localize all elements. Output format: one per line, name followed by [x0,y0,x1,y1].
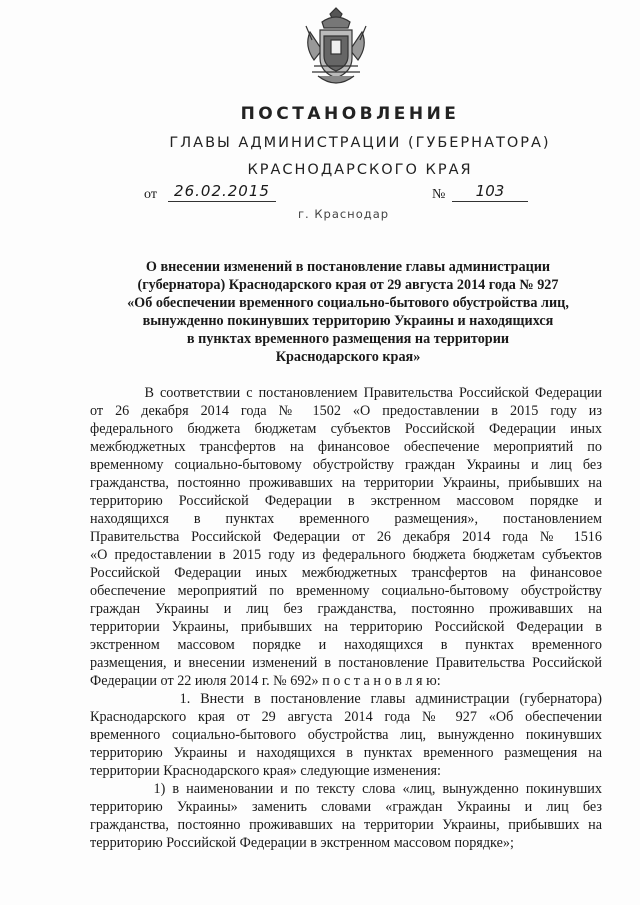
body-text-line: федерального бюджета бюджетам субъектов Российской Федерации иных [90,421,602,437]
resolution-body [90,384,602,852]
body-text-line: Правительства Российской Федерации от 26 декабря 2014 года № 1516 [90,529,602,545]
body-text-line: Краснодарского края от 29 августа 2014 года № 927 «Об обеспечении [90,709,602,725]
body-text-line: экстренном массовом порядке и находящихся в пунктах временного [90,637,602,653]
body-text-line: временного социально-бытового обустройства лиц, вынужденно покинувших [90,727,602,743]
body-text-line: территорию Украины» заменить словами «граждан Украины и лиц без [90,799,602,815]
body-text-line: граждан Украины и лиц без гражданства, постоянно проживавших на [90,601,602,617]
body-text-line: находящихся в пунктах временного размещения», постановлением [90,511,602,527]
title-line: Краснодарского края» [275,349,421,365]
body-text-line: территорию Российской Федерации в экстренном массовом порядке и [90,493,602,509]
title-line: «Об обеспечении временного социально-бытового обустройства лиц, [127,295,569,311]
number-label: № [432,187,446,202]
title-line: О внесении изменений в постановление главы администрации [145,259,551,275]
body-text-line: «О предоставлении в 2015 году из федерального бюджета бюджетам субъектов [90,547,602,563]
document-number: 103 [452,181,528,202]
issuer-heading-line-2: КРАСНОДАРСКОГО КРАЯ [247,162,473,178]
document-type-heading: ПОСТАНОВЛЕНИЕ [240,104,460,124]
title-line: в пунктах временного размещения на территории [186,331,510,347]
title-line: вынужденно покинувших территорию Украины и находящихся [142,313,554,329]
date-label: от [144,187,157,202]
krasnodar-coat-of-arms-emblem [300,6,372,92]
resolution-title [100,258,596,366]
body-text-line: межбюджетных трансфертов на финансовое обеспечение мероприятий по [90,439,602,455]
body-text-line: размещения, и внесении изменений в постановление Правительства Российской [90,655,602,671]
issuer-heading-line-1: ГЛАВЫ АДМИНИСТРАЦИИ (ГУБЕРНАТОРА) [169,135,551,151]
body-text-line: временному социально-бытовому обустройству граждан Украины и лиц без [90,457,602,473]
body-text-line: обеспечение мероприятий по временному социально-бытовому обустройству [90,583,602,599]
body-text-line: гражданства, постоянно проживавших на территории Украины, прибывших на [90,817,602,833]
body-text-line: от 26 декабря 2014 года № 1502 «О предоставлении в 2015 году из [90,403,602,419]
body-text-line: территории Украины, прибывших на территорию Российской Федерации в [90,619,602,635]
body-text-line: территорию Российской Федерации в экстренном массовом порядке»; [90,835,514,851]
body-text-line: территорию Украины и находящихся в пунктах временного размещения на [90,745,602,761]
document-date: 26.02.2015 [168,181,276,202]
body-text-line: Федерации от 22 июля 2014 г. № 692» п о с т а н о в л я ю: [90,673,441,689]
city-label: г. Краснодар [298,207,390,221]
body-text-line: 1) в наименовании и по тексту слова «лиц, вынужденно покинувших [90,781,602,797]
title-line: (губернатора) Краснодарского края от 29 августа 2014 года № 927 [137,277,559,293]
body-text-line: Российской Федерации иных межбюджетных трансфертов на финансовое [90,565,602,581]
body-text-line: территории Краснодарского края» следующие изменения: [90,763,441,779]
body-text-line: В соответствии с постановлением Правительства Российской Федерации [90,385,602,401]
body-text-line: гражданства, постоянно проживавших на территории Украины, прибывших на [90,475,602,491]
body-text-line: 1. Внести в постановление главы администрации (губернатора) [90,691,602,707]
